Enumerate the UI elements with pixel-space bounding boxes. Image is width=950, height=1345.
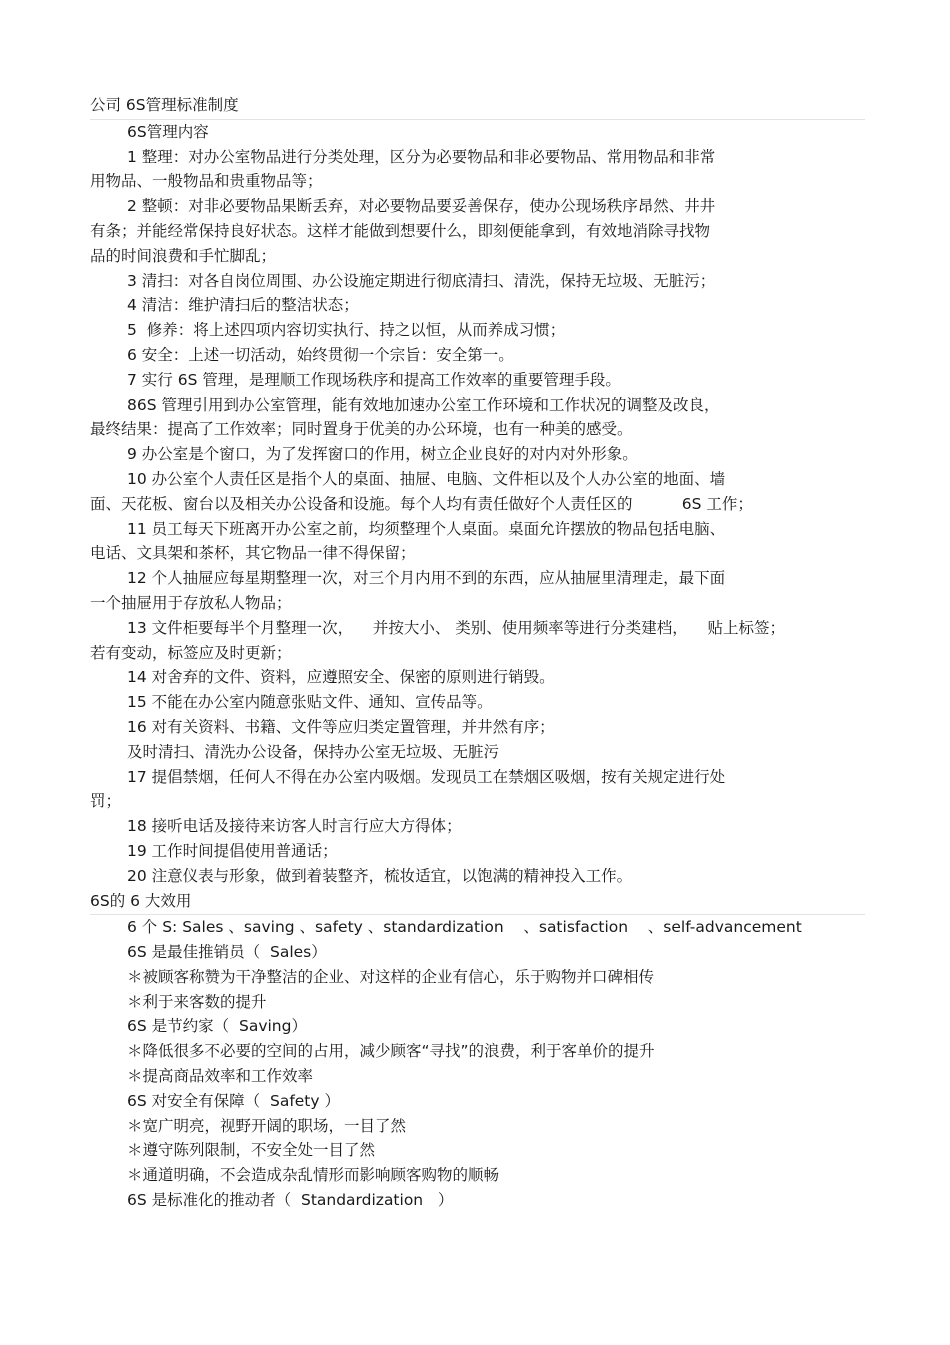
section1-line: 罚； [90,792,122,811]
section1-line: 5 修养：将上述四项内容切实执行、持之以恒，从而养成习惯； [127,321,566,340]
section1-line: 一个抽屉用于存放私人物品； [90,593,292,612]
section1-line: 6 安全：上述一切活动，始终贯彻一个宗旨：安全第一。 [127,345,514,364]
section1-line: 18 接听电话及接待来访客人时言行应大方得体； [127,817,462,836]
section1-line: 最终结果：提高了工作效率；同时置身于优美的办公环境，也有一种美的感受。 [90,420,633,439]
section1-line: 14 对舍弃的文件、资料，应遵照安全、保密的原则进行销毁。 [127,668,555,687]
section1-line: 15 不能在办公室内随意张贴文件、通知、宣传品等。 [127,693,493,712]
section1-line: 及时清扫、清洗办公设备，保持办公室无垃圾、无脏污 [127,742,500,761]
section1-line: 19 工作时间提倡使用普通话； [127,841,338,860]
section2-line: ＊宽广明亮，视野开阔的职场，一目了然 [127,1116,407,1135]
section1-line: 有条；并能经常保持良好状态。这样才能做到想要什么，即刻便能拿到，有效地消除寻找物 [90,221,711,240]
section2-line: ＊遵守陈列限制，不安全处一目了然 [127,1141,376,1160]
section1-line: 20 注意仪表与形象，做到着装整齐，梳妆适宜，以饱满的精神投入工作。 [127,866,633,885]
section1-line: 9 办公室是个窗口，为了发挥窗口的作用，树立企业良好的对内对外形象。 [127,445,638,464]
section1-line: 4 清洁：维护清扫后的整洁状态； [127,296,359,315]
section1-line: 16 对有关资料、书籍、文件等应归类定置管理，并井然有序； [127,717,555,736]
section1-line: 10 办公室个人责任区是指个人的桌面、抽屉、电脑、文件柜以及个人办公室的地面、墙 [127,469,726,488]
section2-line: ＊提高商品效率和工作效率 [127,1067,314,1086]
section2-line: ＊被顾客称赞为干净整洁的企业、对这样的企业有信心，乐于购物并口碑相传 [127,967,655,986]
section1-line: 17 提倡禁烟，任何人不得在办公室内吸烟。发现员工在禁烟区吸烟，按有关规定进行处 [127,767,726,786]
section1-body [90,145,865,889]
section1-line: 1 整理：对办公室物品进行分类处理，区分为必要物品和非必要物品、常用物品和非常 [127,147,716,166]
section1-line: 7 实行 6S 管理，是理顺工作现场秩序和提高工作效率的重要管理手段。 [127,370,621,389]
section1-heading: 6S管理内容 [127,122,209,141]
section2-body [90,915,865,1213]
section2-line: 6S 是标准化的推动者（ Standardization ） [127,1191,454,1210]
section2-line: 6 个 S: Sales 、saving 、safety 、standardization 、satisfaction 、self-advancement [127,918,802,937]
section1-line: 2 整顿：对非必要物品果断丢弃，对必要物品要妥善保存，使办公现场秩序昂然、井井 [127,197,716,216]
section1-line: 11 员工每天下班离开办公室之前，均须整理个人桌面。桌面允许摆放的物品包括电脑、 [127,519,726,538]
document-title: 公司 6S管理标准制度 [90,96,239,114]
document-content [90,93,865,1213]
section1-line: 品的时间浪费和手忙脚乱； [90,246,277,265]
section1-line: 电话、文具架和茶杯，其它物品一律不得保留； [90,544,416,563]
section2-line: ＊降低很多不必要的空间的占用，减少顾客“寻找”的浪费，利于客单价的提升 [127,1042,655,1061]
section2-line: ＊利于来客数的提升 [127,992,267,1011]
section2-heading: 6S的 6 大效用 [90,891,192,910]
section2-line: 6S 是节约家（ Saving） [127,1017,307,1036]
section1-line: 86S 管理引用到办公室管理，能有效地加速办公室工作环境和工作状况的调整及改良， [127,395,720,414]
section2-line: 6S 是最佳推销员（ Sales） [127,943,327,962]
section1-line: 13 文件柜要每半个月整理一次， 并按大小、 类别、使用频率等进行分类建档， 贴上标签； [127,618,785,637]
section2-line: ＊通道明确，不会造成杂乱情形而影响顾客购物的顺畅 [127,1166,500,1185]
section1-line: 12 个人抽屉应每星期整理一次，对三个月内用不到的东西，应从抽屉里清理走，最下面 [127,569,726,588]
section1-line: 若有变动，标签应及时更新； [90,643,292,662]
section1-line: 用物品、一般物品和贵重物品等； [90,172,323,191]
section1-line: 3 清扫：对各自岗位周围、办公设施定期进行彻底清扫、清洗，保持无垃圾、无脏污； [127,271,716,290]
section2-line: 6S 对安全有保障（ Safety ） [127,1091,340,1110]
section1-line: 面、天花板、窗台以及相关办公设备和设施。每个人均有责任做好个人责任区的 6S 工作； [90,494,753,513]
